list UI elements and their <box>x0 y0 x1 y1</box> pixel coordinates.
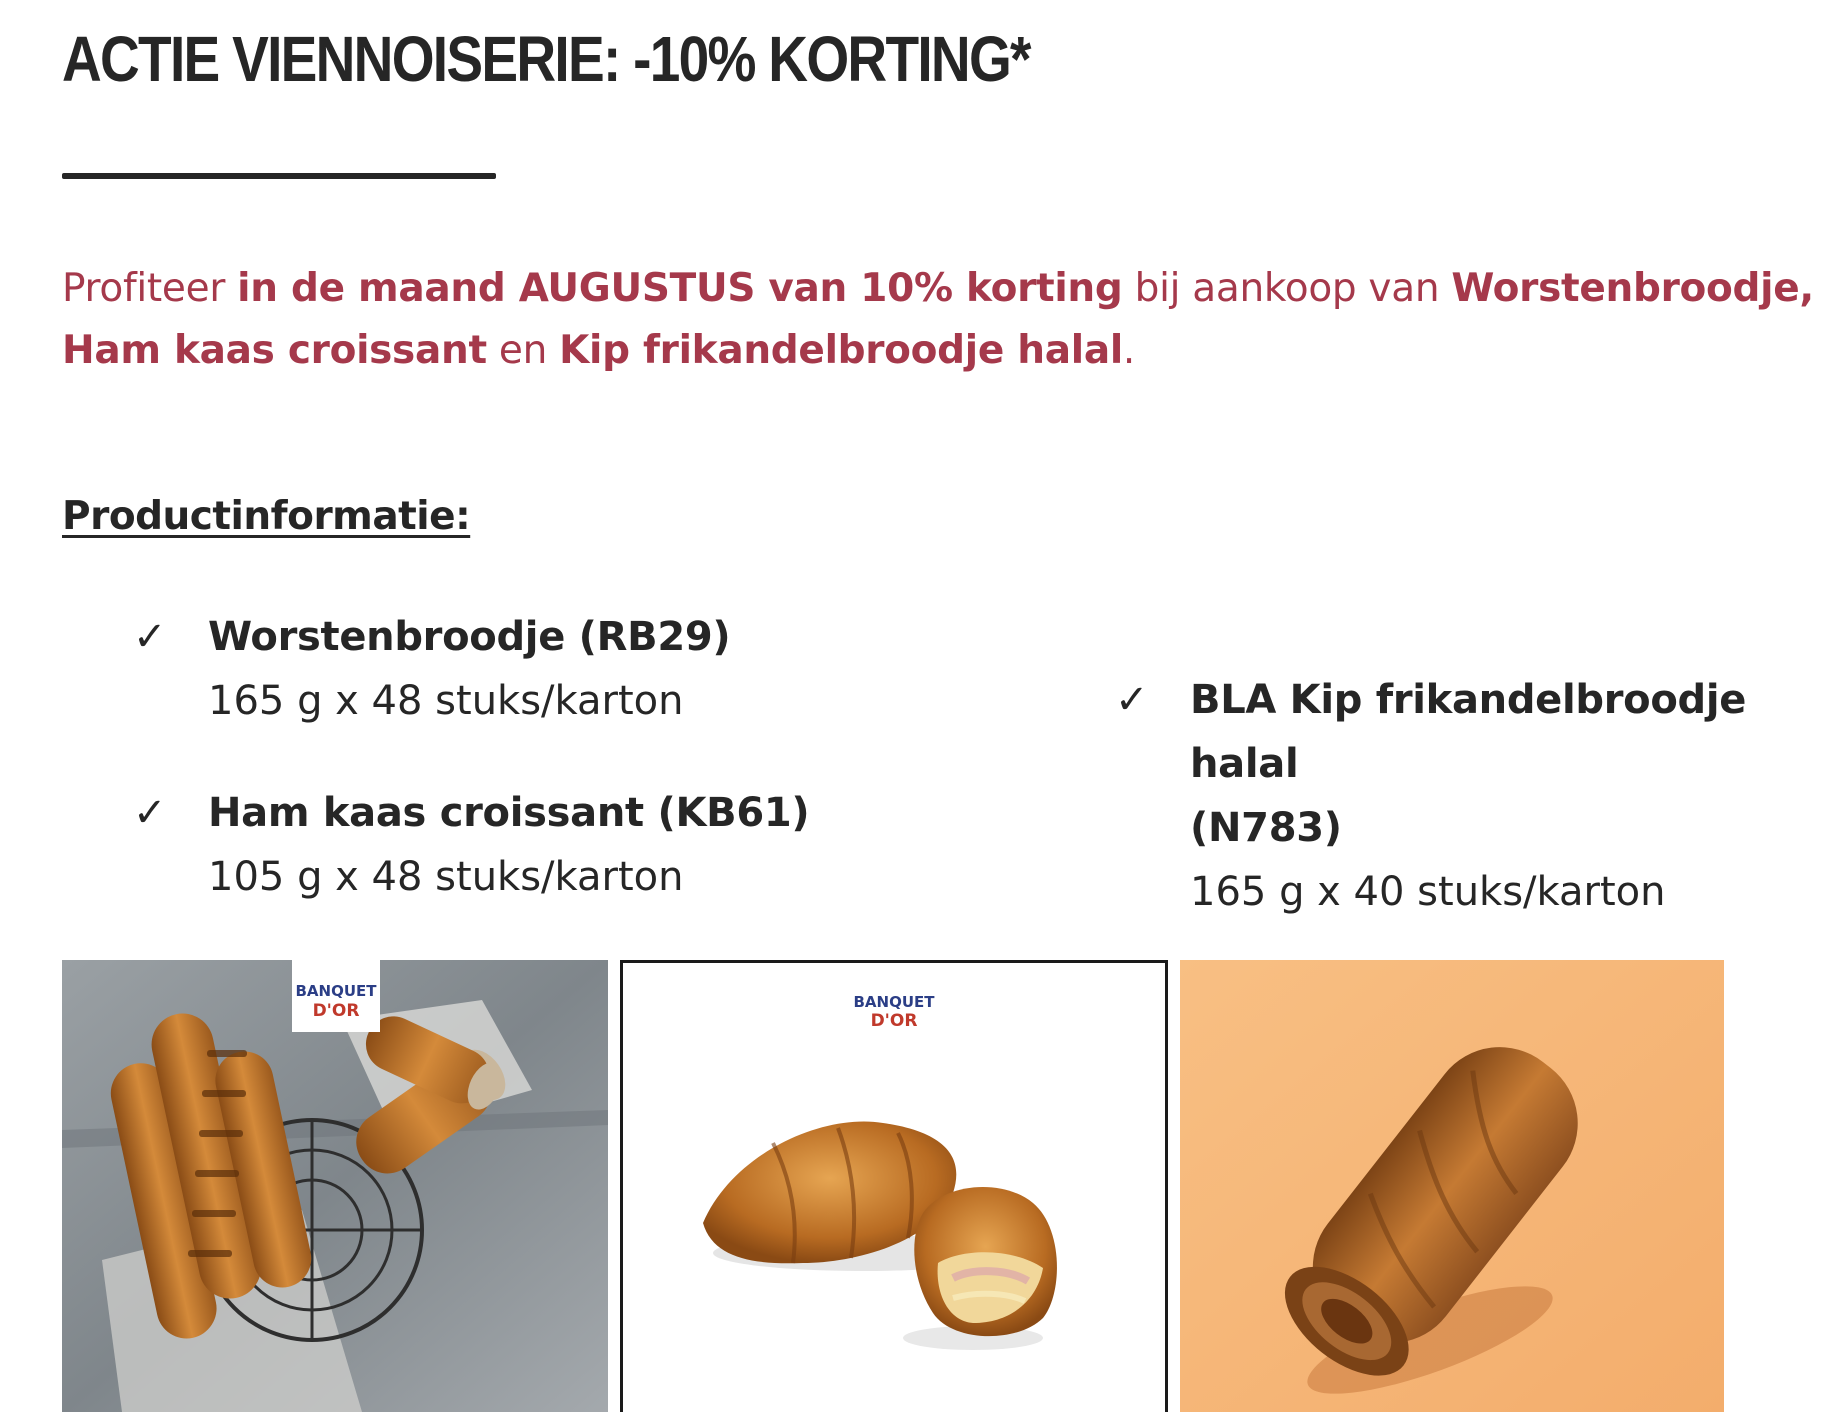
logo-line1: BANQUET <box>295 982 377 1000</box>
frikandelbroodje-image <box>1180 960 1724 1412</box>
intro-text-1: Profiteer <box>62 266 238 311</box>
product-spec: 105 g x 48 stuks/karton <box>208 854 684 900</box>
product-photo-worstenbroodje <box>62 960 608 1412</box>
sausage-rolls-image <box>62 960 608 1412</box>
section-heading-productinformatie: Productinformatie: <box>62 494 471 539</box>
product-name-line2: (N783) <box>1190 805 1342 851</box>
product-spec: 165 g x 40 stuks/karton <box>1190 869 1666 915</box>
page-title: ACTIE VIENNOISERIE: -10% KORTING* <box>62 23 1030 95</box>
product-name-line1: BLA Kip frikandelbroodje halal <box>1190 677 1747 787</box>
check-icon: ✓ <box>133 790 167 836</box>
intro-product-1: Worstenbroodje, <box>1451 266 1814 311</box>
intro-text-4: . <box>1122 328 1136 373</box>
product-spec: 165 g x 48 stuks/karton <box>208 678 684 724</box>
check-icon: ✓ <box>133 614 167 660</box>
product-name: Ham kaas croissant (KB61) <box>208 790 810 836</box>
intro-product-2: Ham kaas croissant <box>62 328 487 373</box>
intro-product-3: Kip frikandelbroodje halal <box>559 328 1123 373</box>
product-item-ham-kaas-croissant <box>133 781 810 909</box>
title-underline-divider <box>62 173 496 179</box>
intro-text-3: en <box>486 328 560 373</box>
logo-line2: D'OR <box>870 1011 918 1031</box>
product-photo-ham-kaas-croissant <box>620 960 1168 1412</box>
product-item-worstenbroodje <box>133 605 731 733</box>
check-icon: ✓ <box>1115 677 1149 723</box>
intro-text-2: bij aankoop van <box>1122 266 1452 311</box>
logo-line2: D'OR <box>312 1001 360 1021</box>
product-item-kip-frikandelbroodje <box>1115 668 1840 924</box>
promo-intro-text <box>62 258 1822 382</box>
intro-highlight-period: in de maand AUGUSTUS van 10% korting <box>237 266 1123 311</box>
croissant-image <box>623 963 1165 1412</box>
product-name: Worstenbroodje (RB29) <box>208 614 731 660</box>
product-photo-kip-frikandelbroodje <box>1180 960 1724 1412</box>
logo-line1: BANQUET <box>853 993 935 1011</box>
